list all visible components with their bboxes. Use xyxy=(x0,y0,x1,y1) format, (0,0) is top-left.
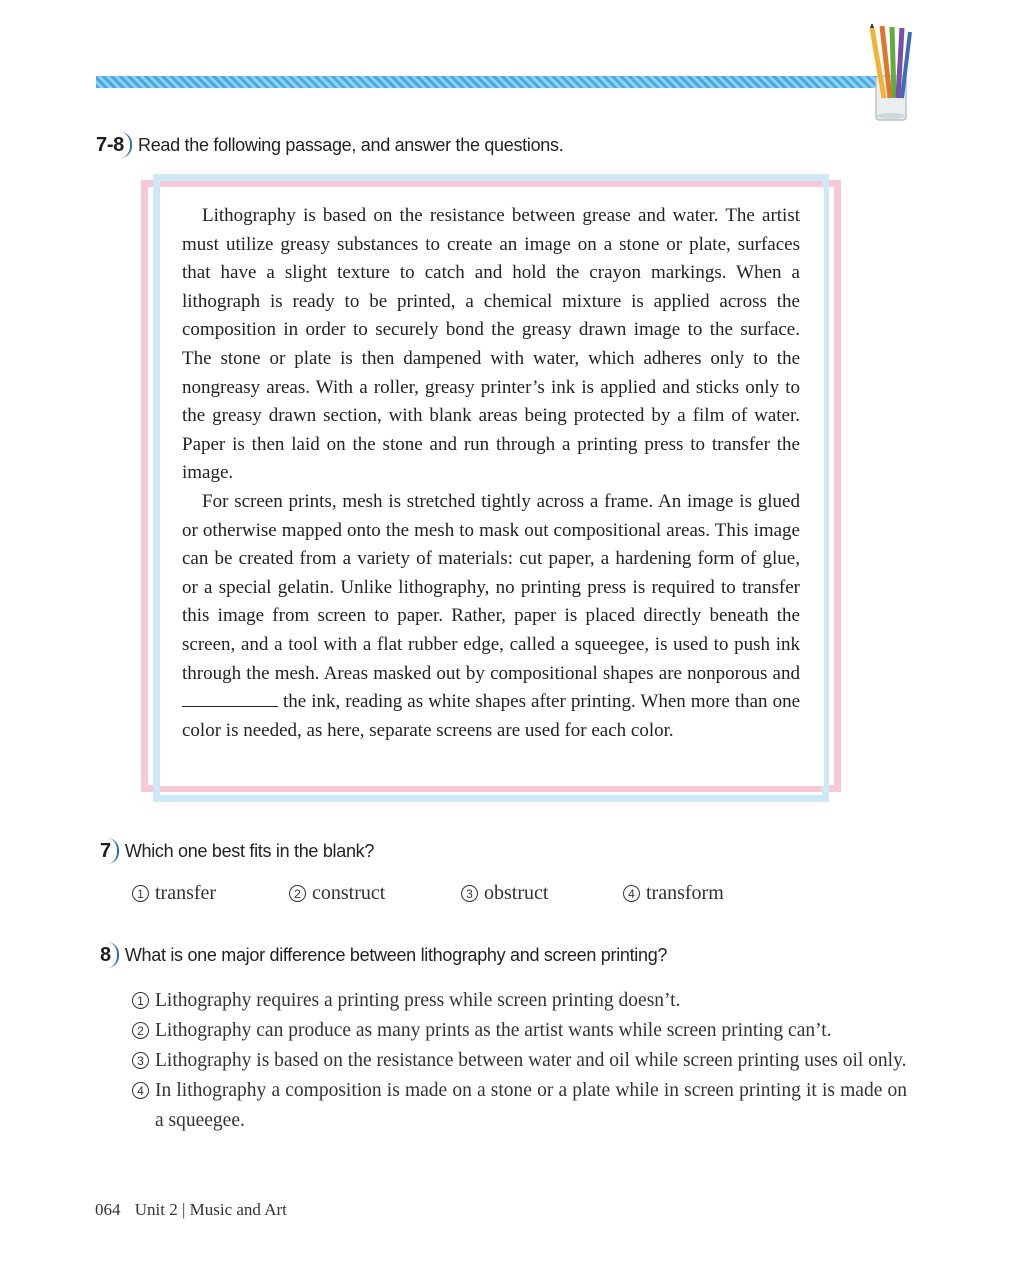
question-8-option-4[interactable] xyxy=(132,1076,907,1136)
passage-paragraph-2 xyxy=(182,488,800,745)
question-8-prompt: What is one major difference between lithography and screen printing? xyxy=(124,944,668,965)
passage-paragraph-2-before: For screen prints, mesh is stretched tightly across a frame. An image is glued or otherwise mapped onto the mesh to mask out compositional areas. This image can be created from a variety of materials: cut paper, a hardening form of glue, or a special gelatin. Unlike lithography, no printing press is required to transfer this image from screen to paper. Rather, paper is placed directly beneath the screen, and a tool with a flat rubber edge, called a squeegee, is used to push ink through the mesh. Areas masked out by compositional shapes are nonporous and xyxy=(182,490,800,684)
question-7-options xyxy=(132,882,763,905)
question-8-option-1[interactable] xyxy=(132,986,907,1016)
unit-label: Unit 2 | Music and Art xyxy=(134,1200,287,1219)
passage-paragraph-2-after: the ink, reading as white shapes after printing. When more than one color is needed, as here, separate screens are used for each color. xyxy=(182,691,800,741)
answer-blank xyxy=(182,692,278,707)
question-7-prompt: Which one best fits in the blank? xyxy=(124,840,375,861)
question-8-option-3[interactable] xyxy=(132,1046,907,1076)
question-7-option-1[interactable] xyxy=(132,882,289,905)
question-8-heading xyxy=(100,942,667,968)
section-heading xyxy=(96,132,563,158)
question-7-option-2[interactable] xyxy=(289,882,461,905)
question-8-options xyxy=(132,986,907,1136)
option-marker-4: 4 xyxy=(132,1082,149,1099)
option-marker-3: 3 xyxy=(461,885,478,902)
option-text: obstruct xyxy=(484,882,549,904)
page-number: 064 xyxy=(95,1200,121,1219)
option-marker-2: 2 xyxy=(289,885,306,902)
section-instruction: Read the following passage, and answer the questions. xyxy=(138,134,564,155)
option-text: transfer xyxy=(155,882,217,904)
option-marker-1: 1 xyxy=(132,885,149,902)
question-7-heading xyxy=(100,838,374,864)
reading-passage xyxy=(182,202,800,745)
option-text: construct xyxy=(312,882,386,904)
question-7-option-4[interactable] xyxy=(623,882,763,905)
option-marker-1: 1 xyxy=(132,992,149,1009)
option-text: Lithography can produce as many prints as the artist wants while screen printing can’t. xyxy=(155,1020,832,1041)
option-marker-3: 3 xyxy=(132,1052,149,1069)
option-marker-4: 4 xyxy=(623,885,640,902)
option-text: Lithography requires a printing press while screen printing doesn’t. xyxy=(155,990,681,1011)
question-range-label: 7-8 xyxy=(96,132,132,158)
question-8-option-2[interactable] xyxy=(132,1016,907,1046)
page-footer xyxy=(95,1200,287,1220)
passage-paragraph-1: Lithography is based on the resistance between grease and water. The artist must utilize greasy substances to create an image on a stone or plate, surfaces that have a slight texture to catch and hold the crayon markings. When a lithograph is ready to be printed, a chemical mixture is applied across the composition in order to securely bond the greasy drawn image to the surface. The stone or plate is then dampened with water, which adheres only to the nongreasy areas. With a roller, greasy printer’s ink is applied and sticks only to the greasy drawn section, with blank areas being protected by a film of water. Paper is then laid on the stone and run through a printing press to transfer the image. xyxy=(182,205,800,484)
question-7-number: 7 xyxy=(100,838,119,864)
header-stripe xyxy=(96,76,886,88)
pencil-cup-icon xyxy=(862,24,918,124)
question-7-option-3[interactable] xyxy=(461,882,623,905)
option-text: Lithography is based on the resistance between water and oil while screen printing uses oil only. xyxy=(155,1050,907,1071)
option-marker-2: 2 xyxy=(132,1022,149,1039)
option-text: In lithography a composition is made on a stone or a plate while in screen printing it is made on a squeegee. xyxy=(155,1080,907,1131)
question-8-number: 8 xyxy=(100,942,119,968)
option-text: transform xyxy=(646,882,724,904)
